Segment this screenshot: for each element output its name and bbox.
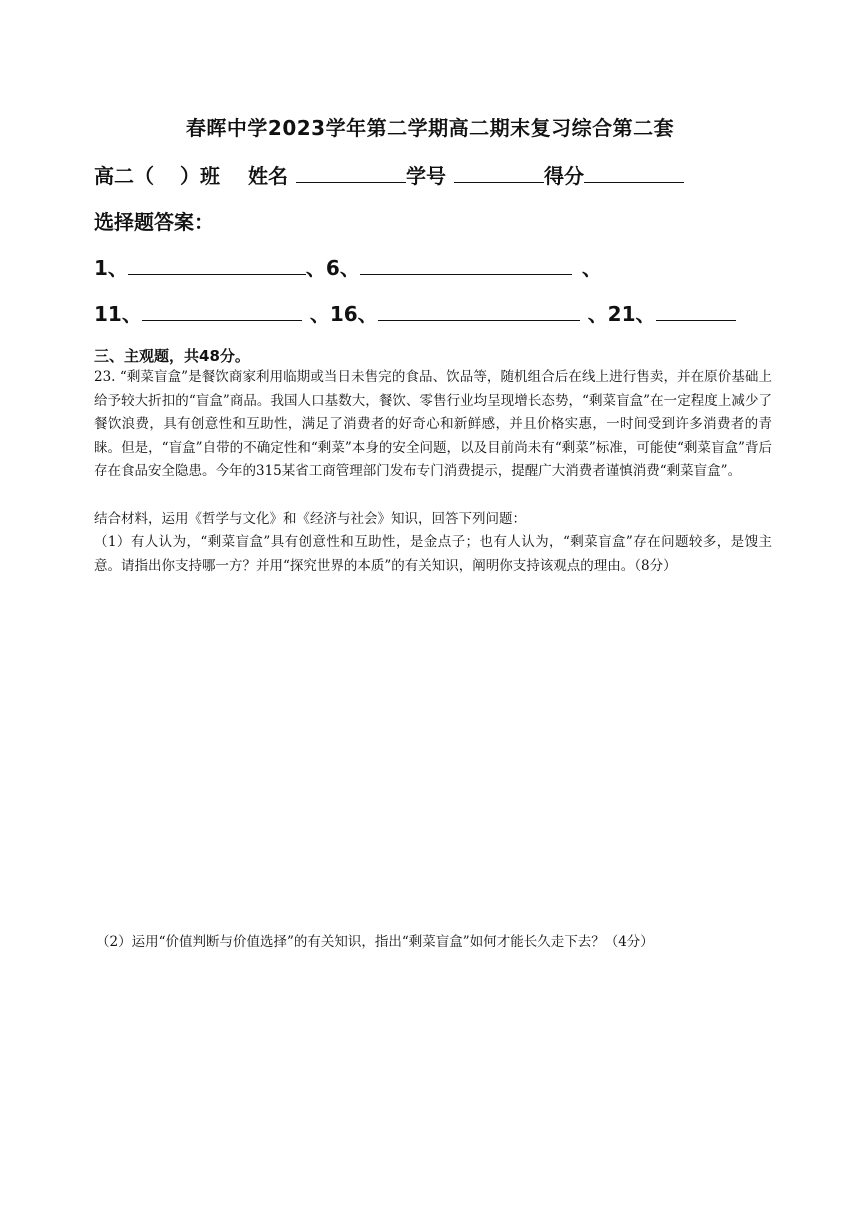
student-info-line (94, 160, 684, 189)
section-3-heading: 三、主观题，共48分。 (94, 347, 250, 365)
score-blank[interactable] (584, 162, 684, 183)
answer-number-21: 、21、 (587, 302, 656, 326)
exam-title: 春晖中学2023学年第二学期高二期末复习综合第二套 (185, 116, 675, 140)
question-23-material: 23. “剩菜盲盒”是餐饮商家利用临期或当日未售完的食品、饮品等，随机组合后在线上进行售卖，并在原价基础上给予较大折扣的“盲盒”商品。我国人口基数大，餐饮、零售行业均呈现增长态势，“剩菜盲盒”在一定程度上减少了餐饮浪费，具有创意性和互助性，满足了消费者的好奇心和新鲜感，并且价格实惠，一时间受到许多消费者的青睐。但是，“盲盒”自带的不确定性和“剩菜”本身的安全问题，以及目前尚未有“剩菜”标准，可能使“剩菜盲盒”背后存在食品安全隐患。今年的315某省工商管理部门发布专门消费提示，提醒广大消费者谨慎消费“剩菜盲盒”。 (94, 369, 773, 480)
answer-number-1: 1、 (94, 256, 128, 280)
score-label: 得分 (544, 164, 584, 188)
answer-number-16: 、16、 (309, 302, 378, 326)
question-23-part-1: （1）有人认为，“剩菜盲盒”具有创意性和互助性，是金点子；也有人认为，“剩菜盲盒”存在问题较多，是馊主意。请指出你支持哪一方？并用“探究世界的本质”的有关知识，阐明你支持该观点的理由。（8分） (94, 534, 772, 574)
number-blank[interactable] (454, 162, 544, 183)
answer-blank-1[interactable] (128, 254, 306, 275)
answer-blank-6[interactable] (360, 254, 572, 275)
question-23-part-2: （2）运用“价值判断与价值选择”的有关知识，指出“剩菜盲盒”如何才能长久走下去？（4分） (96, 934, 654, 950)
answer-blank-16[interactable] (378, 300, 580, 321)
answer-row-1-end: 、 (581, 256, 602, 280)
class-suffix: ）班 (180, 164, 220, 188)
answer-blank-21[interactable] (656, 300, 736, 321)
answer-number-11: 11、 (94, 302, 142, 326)
answer-row-2 (94, 298, 736, 327)
question-23-instruction: 结合材料，运用《哲学与文化》和《经济与社会》知识，回答下列问题： (94, 511, 526, 527)
answers-label: 选择题答案： (94, 210, 214, 234)
class-prefix: 高二（ (94, 164, 154, 188)
answer-number-6: 、6、 (305, 256, 360, 280)
name-label: 姓名 (248, 164, 288, 188)
name-blank[interactable] (296, 162, 406, 183)
number-label: 学号 (406, 164, 446, 188)
answer-row-1 (94, 252, 602, 281)
answer-blank-11[interactable] (142, 300, 302, 321)
